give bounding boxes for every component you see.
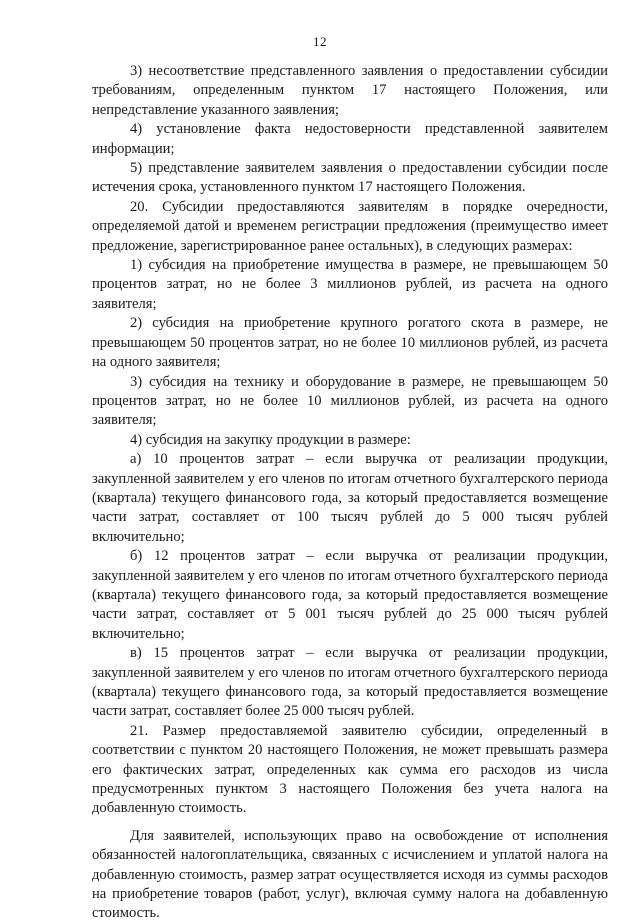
paragraph-rate-c: в) 15 процентов затрат – если выручка от реализации продукции, закупленной заявителем у его членов по итогам отчетного бухгалтерского периода (квартала) текущего финансового года, за который предоставляется возмещение части затрат, составляет более 25 000 тысяч рублей. [92,645,608,720]
paragraph-subsidy-cattle: 2) субсидия на приобретение крупного рогатого скота в размере, не превышающем 50 процентов затрат, но не более 10 миллионов рублей, из расчета на одного заявителя; [92,315,608,371]
paragraph-vat-exempt: Для заявителей, использующих право на освобождение от исполнения обязанностей налогоплательщика, связанных с исчислением и уплатой налога на добавленную стоимость, размер затрат осуществляется исходя из суммы расходов на приобретение товаров (работ, услуг), включая сумму налога на добавленную стоимость. [92,827,608,922]
paragraph-clause-3: 3) несоответствие представленного заявления о предоставлении субсидии требованиям, определенным пунктом 17 настоящего Положения, или непредставление указанного заявления; [92,63,608,118]
paragraph-rate-b: б) 12 процентов затрат – если выручка от реализации продукции, закупленной заявителем у его членов по итогам отчетного бухгалтерского периода (квартала) текущего финансового года, за который предоставляется возмещение части затрат, составляет от 5 001 тысяч рублей до 25 000 тысяч рублей включительно; [92,548,608,642]
paragraph-subsidy-equipment: 3) субсидия на технику и оборудование в размере, не превышающем 50 процентов затрат, но не более 10 миллионов рублей, из расчета на одного заявителя; [92,373,608,429]
page-number: 12 [313,34,327,49]
paragraph-clause-5: 5) представление заявителем заявления о предоставлении субсидии после истечения срока, установленного пунктом 17 настоящего Положения. [92,160,608,196]
paragraph-subsidy-property: 1) субсидия на приобретение имущества в размере, не превышающем 50 процентов затрат, но не более 3 миллионов рублей, из расчета на одного заявителя; [92,257,608,312]
paragraph-clause-4: 4) установление факта недостоверности представленной заявителем информации; [92,121,608,157]
document-body [92,62,608,924]
paragraph-subsidy-purchase: 4) субсидия на закупку продукции в размере: [130,431,411,448]
paragraph-rate-a: а) 10 процентов затрат – если выручка от реализации продукции, закупленной заявителем у его членов по итогам отчетного бухгалтерского периода (квартала) текущего финансового года, за который предоставляется возмещение части затрат, составляет от 100 тысяч рублей до 5 000 тысяч рублей включительно; [92,451,608,545]
paragraph-section-20: 20. Субсидии предоставляются заявителям в порядке очередности, определяемой датой и временем регистрации предложения (преимущество имеет предложение, зарегистрированное ранее остальных), в следующих размерах: [92,198,608,254]
paragraph-section-21: 21. Размер предоставляемой заявителю субсидии, определенный в соответствии с пунктом 20 настоящего Положения, не может превышать размера его фактических затрат, определенных как сумма его расходов из числа предусмотренных пунктом 3 настоящего Положения без учета налога на добавленную стоимость. [92,722,608,817]
